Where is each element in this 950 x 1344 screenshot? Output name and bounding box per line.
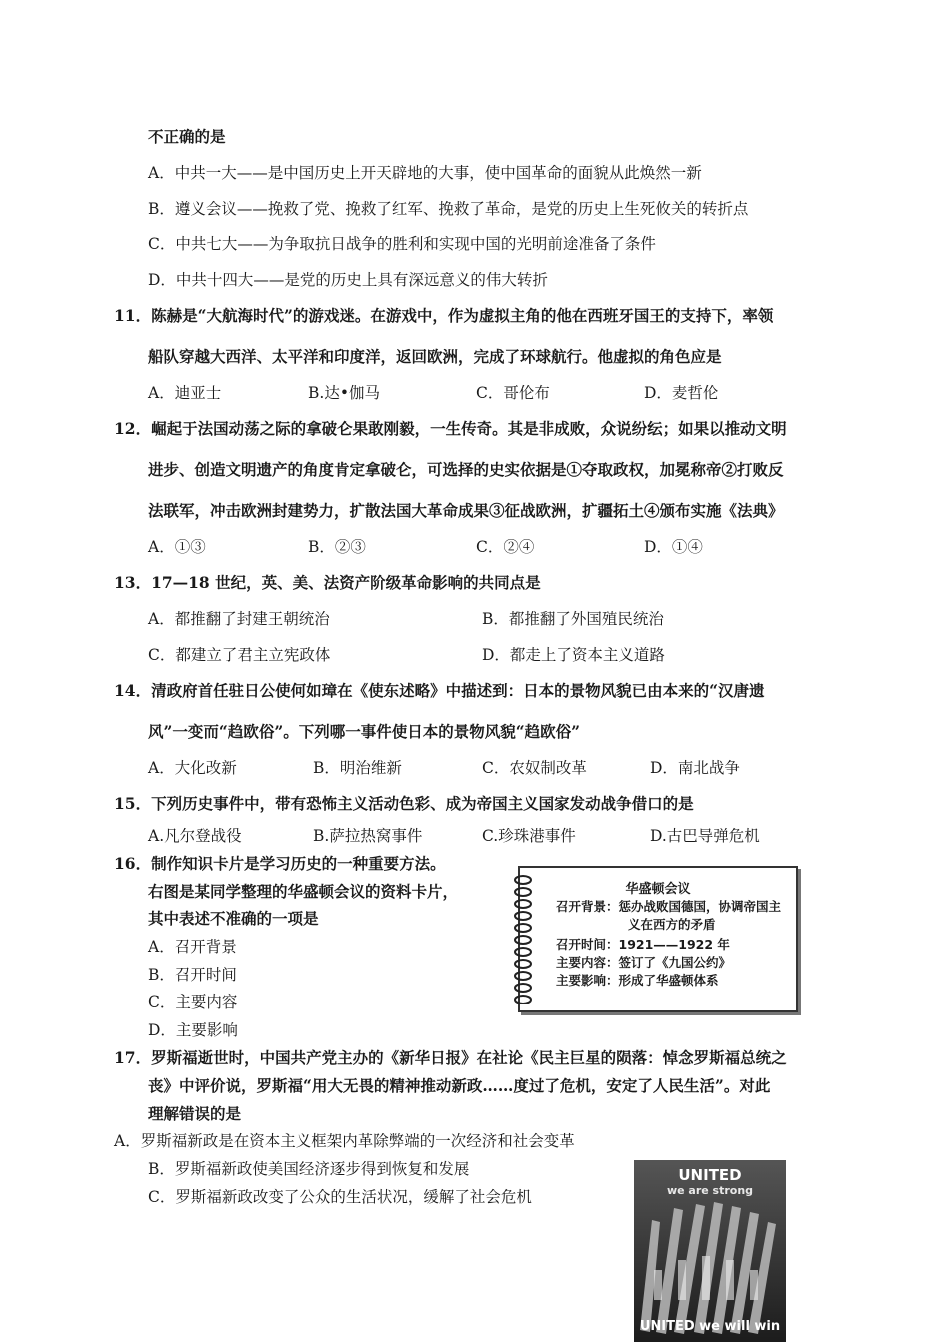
card-row-background: 召开背景：惩办战败国德国，协调帝国主 — [556, 899, 782, 914]
q15-option-a: A.凡尔登战役 — [148, 827, 242, 845]
q13-option-b: B．都推翻了外国殖民统治 — [482, 610, 664, 628]
q11-stem-line2: 船队穿越大西洋、太平洋和印度洋，返回欧洲，完成了环球航行。他虚拟的角色应是 — [148, 347, 722, 366]
q17-option-c: C．罗斯福新政改变了公众的生活状况，缓解了社会危机 — [148, 1188, 532, 1206]
card-row-background-cont: 义在西方的矛盾 — [628, 917, 716, 932]
q12-stem-line2: 进步、创造文明遗产的角度肯定拿破仑，可选择的史实依据是①夺取政权，加冕称帝②打败反 — [148, 460, 784, 479]
q12-option-b: B．②③ — [308, 538, 366, 556]
q14-option-b: B．明治维新 — [313, 759, 402, 777]
q16-option-c: C．主要内容 — [148, 993, 238, 1011]
q10-option-b: B．遵义会议——挽救了党、挽救了红军、挽救了革命，是党的历史上生死攸关的转折点 — [148, 200, 749, 218]
q10-stem-tail: 不正确的是 — [148, 127, 226, 146]
knowledge-card — [518, 866, 798, 1012]
q14-option-d: D．南北战争 — [650, 759, 740, 777]
card-title: 华盛顿会议 — [625, 882, 691, 897]
q13-option-d: D．都走上了资本主义道路 — [482, 646, 665, 664]
q14-option-c: C．农奴制改革 — [482, 759, 587, 777]
q15-option-c: C.珍珠港事件 — [482, 827, 576, 845]
q17-option-b: B．罗斯福新政使美国经济逐步得到恢复和发展 — [148, 1160, 470, 1178]
card-row-content: 主要内容：签订了《九国公约》 — [556, 955, 732, 970]
q16-option-d: D．主要影响 — [148, 1021, 238, 1039]
q14-option-a: A．大化改新 — [148, 759, 237, 777]
q15-option-b: B.萨拉热窝事件 — [313, 827, 423, 845]
q11-stem-line1: 11．陈赫是“大航海时代”的游戏迷。在游戏中，作为虚拟主角的他在西班牙国王的支持下，率领 — [114, 306, 774, 325]
q16-stem-line2: 右图是某同学整理的华盛顿会议的资料卡片， — [148, 882, 459, 901]
q12-option-a: A．①③ — [148, 538, 206, 556]
q12-stem-line3: 法联军，冲击欧洲封建势力，扩散法国大革命成果③征战欧洲，扩疆拓土④颁布实施《法典》 — [148, 501, 784, 520]
q11-option-c: C．哥伦布 — [476, 384, 550, 402]
q13-option-a: A．都推翻了封建王朝统治 — [148, 610, 330, 628]
poster-top-subtitle: we are strong — [666, 1184, 754, 1197]
card-row-impact: 主要影响：形成了华盛顿体系 — [556, 973, 719, 988]
q17-stem-line1: 17．罗斯福逝世时，中国共产党主办的《新华日报》在社论《民主巨星的陨落：悼念罗斯福总统之 — [114, 1048, 787, 1067]
q10-option-a: A．中共一大——是中国历史上开天辟地的大事，使中国革命的面貌从此焕然一新 — [148, 164, 702, 182]
q16-stem-line1: 16．制作知识卡片是学习历史的一种重要方法。 — [114, 854, 446, 873]
q12-stem-line1: 12．崛起于法国动荡之际的拿破仑果敢刚毅，一生传奇。其是非成败，众说纷纭；如果以推动文明 — [114, 419, 787, 438]
card-row-time: 召开时间：1921——1922 年 — [556, 937, 730, 952]
q16-stem-line3: 其中表述不准确的一项是 — [148, 909, 319, 928]
q17-option-a: A．罗斯福新政是在资本主义框架内革除弊端的一次经济和社会变革 — [114, 1132, 575, 1150]
q15-option-d: D.古巴导弹危机 — [650, 827, 760, 845]
q11-option-d: D．麦哲伦 — [644, 384, 719, 402]
q14-stem-line2: 风”一变而“趋欧俗”。下列哪一事件使日本的景物风貌“趋欧俗” — [148, 722, 581, 741]
q16-option-a: A．召开背景 — [148, 938, 237, 956]
q10-option-d: D．中共十四大——是党的历史上具有深远意义的伟大转折 — [148, 271, 548, 289]
q13-option-c: C．都建立了君主立宪政体 — [148, 646, 331, 664]
q14-stem-line1: 14．清政府首任驻日公使何如璋在《使东述略》中描述到：日本的景物风貌已由本来的“汉唐遗 — [114, 681, 765, 700]
q17-stem-line2: 丧》中评价说，罗斯福“用大无畏的精神推动新政……度过了危机，安定了人民生活”。对此 — [148, 1076, 771, 1095]
q17-stem-line3: 理解错误的是 — [148, 1104, 242, 1123]
q11-option-b: B.达•伽马 — [308, 384, 380, 402]
q16-option-b: B．召开时间 — [148, 966, 237, 984]
q12-option-d: D．①④ — [644, 538, 703, 556]
poster-top-title: UNITED — [678, 1166, 742, 1184]
united-poster-image — [634, 1160, 786, 1342]
q10-option-c: C．中共七大——为争取抗日战争的胜利和实现中国的光明前途准备了条件 — [148, 235, 656, 253]
poster-bottom-slogan: UNITED we will win — [639, 1319, 781, 1334]
q13-stem: 13．17—18 世纪，英、美、法资产阶级革命影响的共同点是 — [114, 573, 541, 592]
q11-option-a: A．迪亚士 — [148, 384, 222, 402]
q15-stem: 15．下列历史事件中，带有恐怖主义活动色彩、成为帝国主义国家发动战争借口的是 — [114, 794, 694, 813]
q12-option-c: C．②④ — [476, 538, 535, 556]
